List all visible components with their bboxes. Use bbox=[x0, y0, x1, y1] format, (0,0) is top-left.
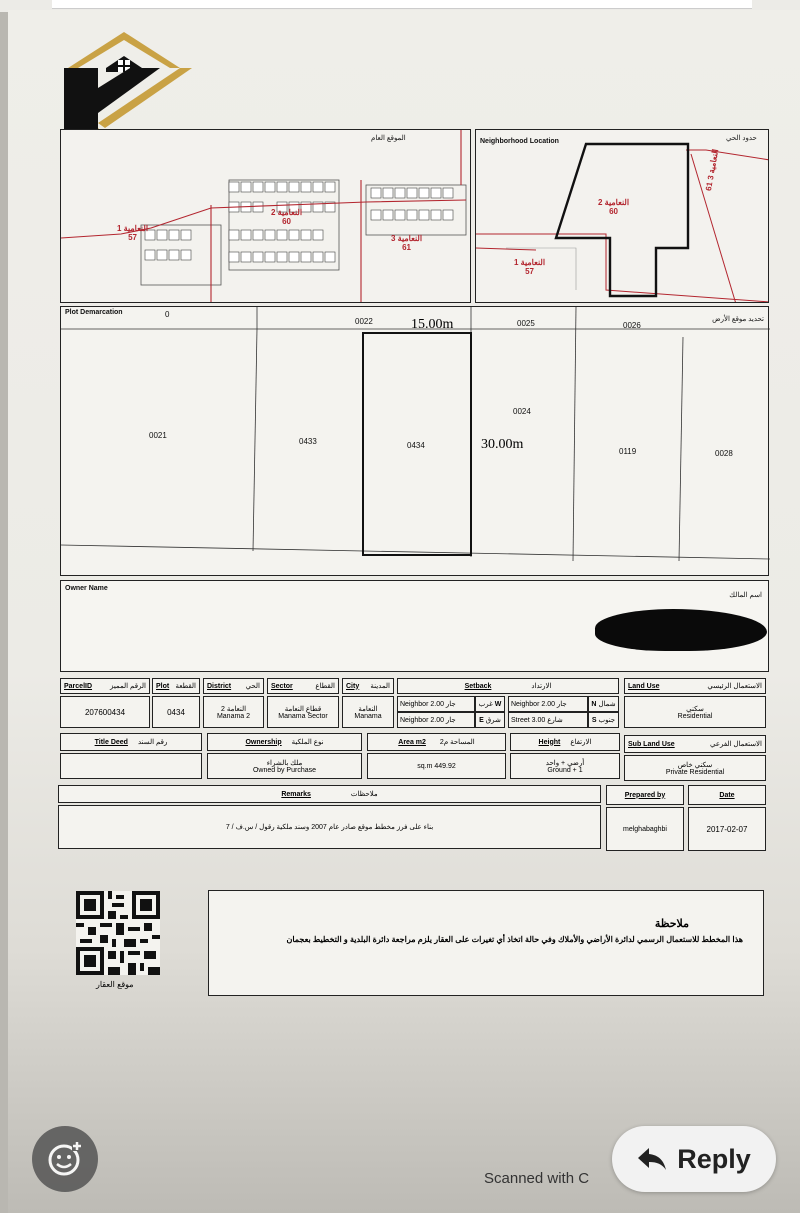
prepared-by-header: Prepared by bbox=[606, 785, 684, 805]
area-header bbox=[367, 733, 506, 751]
title-deed-value bbox=[60, 753, 202, 779]
district-61-num: 61 bbox=[402, 243, 411, 252]
setback-north-dir-en: N bbox=[591, 700, 597, 708]
setback-header bbox=[397, 678, 619, 694]
subuse-label: Sub Land Use bbox=[628, 740, 675, 748]
reply-arrow-icon bbox=[637, 1147, 667, 1171]
landuse-header bbox=[624, 678, 766, 694]
neighborhood-map-drawing bbox=[476, 130, 769, 303]
setback-south-dir-en: S bbox=[591, 716, 597, 724]
plot-0119: 0119 bbox=[619, 447, 637, 456]
note-text: هذا المخطط للاستعمال الرسمي لدائرة الأراضي والأملاك وفي حالة اتخاذ أي تغيرات على العقار يلزم مراجعة دائرة البلدية و التخطيط بعجمان bbox=[286, 935, 743, 944]
setback-north-dir-ar: شمال bbox=[598, 701, 616, 708]
neighborhood-boundary-label: حدود الحي bbox=[726, 135, 757, 142]
district-57-num: 57 bbox=[128, 233, 137, 242]
nb-district-57-num: 57 bbox=[525, 267, 534, 276]
sector-value-ar: قطاع النعامة bbox=[284, 705, 322, 713]
map-district-60-label bbox=[271, 208, 302, 226]
sector-label: Sector bbox=[271, 682, 293, 690]
title-deed-header bbox=[60, 733, 202, 751]
reply-button[interactable] bbox=[612, 1126, 776, 1192]
ownership-label: Ownership bbox=[245, 738, 282, 746]
neighborhood-location-map bbox=[475, 129, 769, 303]
setback-east-dir-en: E bbox=[479, 716, 484, 724]
height-label-ar: الارتفاع bbox=[570, 739, 592, 746]
parcel-label-ar: الرقم المميز bbox=[109, 683, 146, 690]
height-header bbox=[510, 733, 620, 751]
landuse-label: Land Use bbox=[628, 682, 660, 690]
ownership-value bbox=[207, 753, 362, 779]
general-location-map bbox=[60, 129, 471, 303]
plot-demarcation-label: Plot Demarcation bbox=[65, 309, 123, 316]
parcel-value: 207600434 bbox=[60, 696, 150, 728]
height-value bbox=[510, 753, 620, 779]
plot-0434: 0434 bbox=[407, 441, 425, 450]
nb-district-57-name: النعامية 1 bbox=[514, 258, 546, 267]
subuse-value bbox=[624, 755, 766, 781]
title-deed-label-ar: رقم السند bbox=[137, 739, 168, 746]
subuse-value-ar: سكني خاص bbox=[677, 761, 713, 769]
landuse-value-en: Residential bbox=[677, 712, 713, 720]
city-header bbox=[342, 678, 394, 694]
height-label: Height bbox=[538, 738, 561, 746]
nb-district-57-label bbox=[514, 258, 545, 276]
city-value bbox=[342, 696, 394, 728]
setback-south bbox=[508, 712, 588, 728]
date-value: 2017-02-07 bbox=[688, 807, 766, 851]
subuse-label-ar: الاستعمال الفرعي bbox=[710, 741, 762, 748]
area-value: sq.m 449.92 bbox=[367, 753, 506, 779]
sector-value-en: Manama Sector bbox=[278, 712, 328, 720]
district-value bbox=[203, 696, 264, 728]
nb-district-60-name: النعامية 2 bbox=[598, 198, 630, 207]
plot-0433: 0433 bbox=[299, 437, 317, 446]
subuse-header bbox=[624, 735, 766, 753]
owner-label-arabic: اسم المالك bbox=[729, 592, 762, 599]
setback-label: Setback bbox=[464, 682, 492, 690]
scanned-watermark: Scanned with C bbox=[484, 1170, 590, 1187]
area-label: Area m2 bbox=[398, 738, 426, 746]
sector-value bbox=[267, 696, 339, 728]
ownership-value-ar: ملك بالشراء bbox=[266, 759, 303, 767]
nb-district-60-label bbox=[598, 198, 629, 216]
setback-north bbox=[508, 696, 588, 712]
setback-west bbox=[397, 696, 475, 712]
owner-panel bbox=[60, 580, 769, 672]
city-value-en: Manama bbox=[354, 712, 382, 720]
top-number-0025: 0025 bbox=[517, 319, 535, 328]
top-strip-inner bbox=[52, 0, 752, 9]
note-box bbox=[208, 890, 764, 996]
district-57-name: النعامية 1 bbox=[117, 224, 149, 233]
qr-code-icon bbox=[76, 890, 160, 976]
setback-west-dir-en: W bbox=[494, 700, 502, 708]
sector-header bbox=[267, 678, 339, 694]
plot-header bbox=[152, 678, 200, 694]
area-label-ar: المساحة م2 bbox=[439, 739, 475, 746]
qr-caption: موقع العقار bbox=[96, 980, 134, 989]
setback-west-text: Neighbor 2.00 جار bbox=[400, 701, 456, 708]
setback-south-dir-ar: جنوب bbox=[598, 717, 616, 724]
sector-label-ar: القطاع bbox=[315, 683, 335, 690]
add-reaction-button[interactable] bbox=[32, 1126, 98, 1192]
plot-width-label: 15.00m bbox=[411, 317, 454, 332]
setback-east-dir-ar: شرق bbox=[485, 717, 501, 724]
parcel-label: ParcelID bbox=[64, 682, 93, 690]
remarks-label: Remarks bbox=[281, 790, 311, 798]
setback-south-dir bbox=[588, 712, 619, 728]
add-emoji-icon bbox=[46, 1140, 84, 1178]
setback-south-text: Street 3.00 شارع bbox=[511, 717, 563, 724]
owner-label: Owner Name bbox=[65, 585, 108, 592]
prepared-by-value: melghabaghbi bbox=[606, 807, 684, 851]
district-value-en: Manama 2 bbox=[216, 712, 251, 720]
top-number-0: 0 bbox=[165, 310, 170, 319]
ownership-header bbox=[207, 733, 362, 751]
remarks-label-ar: ملاحظات bbox=[350, 791, 378, 798]
landuse-value bbox=[624, 696, 766, 728]
district-60-name: النعامية 2 bbox=[271, 208, 303, 217]
landuse-value-ar: سكني bbox=[686, 705, 704, 713]
height-value-ar: أرضي + واحد bbox=[545, 759, 585, 767]
setback-east-dir bbox=[475, 712, 505, 728]
map-district-57-label bbox=[117, 224, 148, 242]
plot-0021: 0021 bbox=[149, 431, 167, 440]
plot-label: Plot bbox=[156, 682, 170, 690]
city-value-ar: النعامة bbox=[358, 705, 378, 713]
general-map-drawing bbox=[61, 130, 471, 303]
remarks-header bbox=[58, 785, 601, 803]
height-value-en: Ground + 1 bbox=[547, 766, 583, 774]
plot-label-ar: القطعة bbox=[175, 683, 196, 690]
plot-0024: 0024 bbox=[513, 407, 531, 416]
plot-value: 0434 bbox=[152, 696, 200, 728]
district-label: District bbox=[207, 682, 232, 690]
setback-north-dir bbox=[588, 696, 619, 712]
nb-district-61-num: 61 bbox=[704, 181, 715, 192]
neighborhood-location-label: Neighborhood Location bbox=[480, 138, 559, 145]
setback-north-text: Neighbor 2.00 جار bbox=[511, 701, 567, 708]
plot-depth-label: 30.00m bbox=[481, 437, 524, 452]
setback-east-text: Neighbor 2.00 جار bbox=[400, 717, 456, 724]
title-deed-label: Title Deed bbox=[94, 738, 128, 746]
subuse-value-en: Private Residential bbox=[665, 768, 725, 776]
setback-east bbox=[397, 712, 475, 728]
parcel-header bbox=[60, 678, 150, 694]
plot-0028: 0028 bbox=[715, 449, 733, 458]
owner-redaction bbox=[595, 609, 767, 651]
setback-label-ar: الارتداد bbox=[531, 683, 552, 690]
nb-district-60-num: 60 bbox=[609, 207, 618, 216]
ownership-label-ar: نوع الملكية bbox=[291, 739, 324, 746]
note-title: ملاحظة bbox=[654, 918, 689, 930]
top-number-0022: 0022 bbox=[355, 317, 373, 326]
setback-west-dir-ar: غرب bbox=[478, 701, 493, 708]
district-value-ar: النعامة 2 bbox=[220, 705, 247, 713]
district-61-name: النعامية 3 bbox=[391, 234, 423, 243]
remarks-text: بناء على فرز مخطط موقع صادر عام 2007 وسند ملكية رقول / س.ف / 7 bbox=[58, 805, 601, 849]
map-district-61-label bbox=[391, 234, 422, 252]
general-location-label: الموقع العام bbox=[371, 135, 406, 142]
district-header bbox=[203, 678, 264, 694]
city-label-ar: المدينة bbox=[370, 683, 390, 690]
reply-label: Reply bbox=[677, 1143, 751, 1174]
landuse-label-ar: الاستعمال الرئيسي bbox=[707, 683, 762, 690]
city-label: City bbox=[346, 682, 360, 690]
date-header: Date bbox=[688, 785, 766, 805]
nb-district-61-name: النعامية 3 bbox=[705, 148, 721, 181]
plot-demarcation-panel bbox=[60, 306, 769, 576]
plot-demarcation-arabic: تحديد موقع الأرض bbox=[712, 316, 764, 323]
district-60-num: 60 bbox=[282, 217, 291, 226]
top-number-0026: 0026 bbox=[623, 321, 641, 330]
setback-west-dir bbox=[475, 696, 505, 712]
district-label-ar: الحي bbox=[245, 683, 260, 690]
ownership-value-en: Owned by Purchase bbox=[252, 766, 317, 774]
